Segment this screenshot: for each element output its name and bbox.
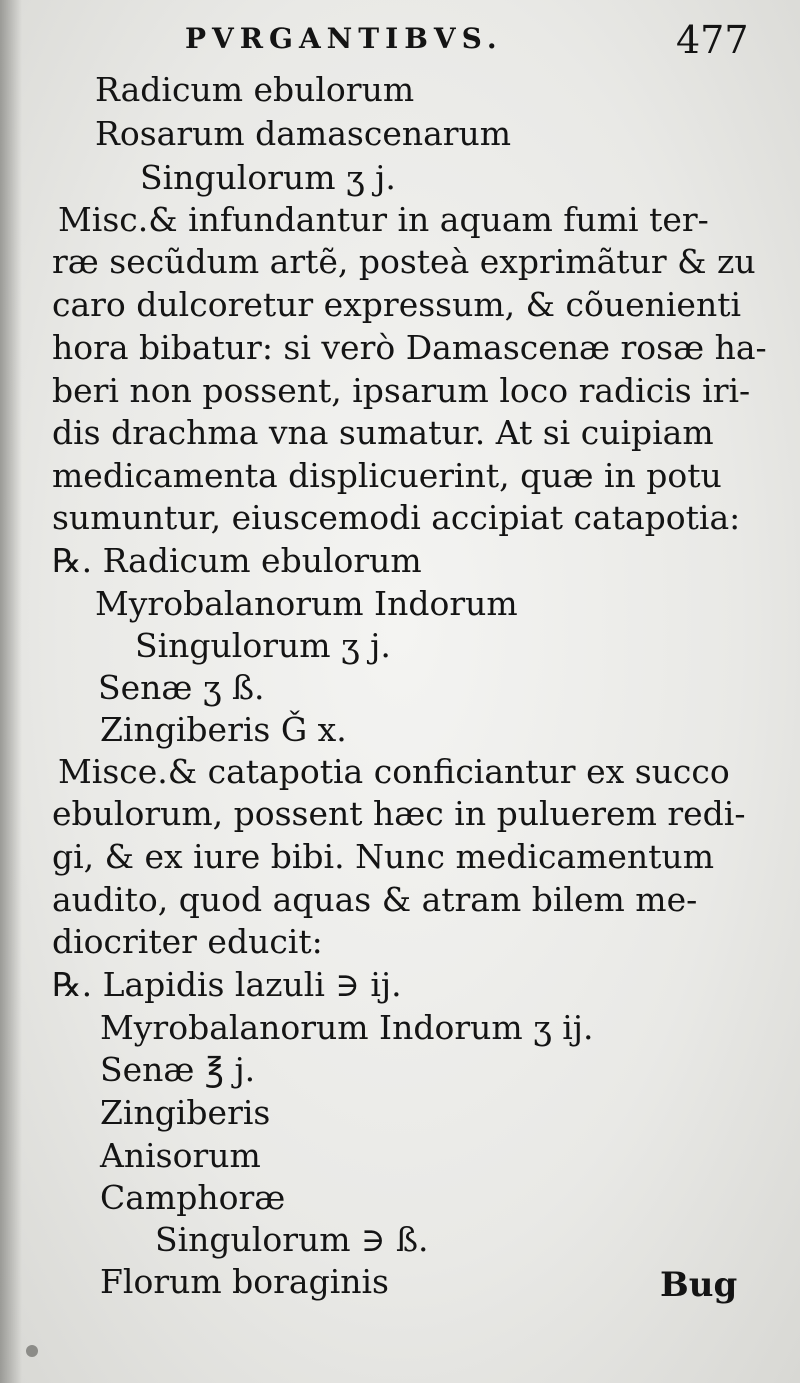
- text-line: diocriter educit:: [52, 922, 323, 961]
- text-line: Senæ ʒ ß.: [98, 668, 265, 707]
- text-line: Misc.& infundantur in aquam fumi ter-: [58, 200, 709, 239]
- text-line: sumuntur, eiuscemodi accipiat catapotia:: [52, 498, 741, 537]
- text-line: audito, quod aquas & atram bilem me-: [52, 880, 698, 919]
- text-line: ræ secũdum artẽ, posteà exprimãtur & zu: [52, 242, 756, 281]
- running-head: PVRGANTIBVS.: [185, 22, 503, 55]
- text-line: dis drachma vna sumatur. At si cuipiam: [52, 413, 714, 452]
- text-line: ℞. Lapidis lazuli ∋ ij.: [52, 965, 402, 1004]
- text-line: ℞. Radicum ebulorum: [52, 541, 422, 580]
- text-line: Florum boraginis: [100, 1262, 389, 1301]
- page-number: 477: [676, 18, 749, 62]
- text-line: caro dulcoretur expressum, & cõuenienti: [52, 285, 742, 324]
- text-line: Radicum ebulorum: [95, 70, 415, 109]
- text-line: medicamenta displicuerint, quæ in potu: [52, 456, 722, 495]
- text-line: Anisorum: [100, 1136, 261, 1175]
- text-line: hora bibatur: si verò Damascenæ rosæ ha-: [52, 328, 767, 367]
- text-line: Singulorum ʒ j.: [140, 158, 396, 197]
- text-line: Myrobalanorum Indorum ʒ ij.: [100, 1008, 594, 1047]
- text-line: beri non possent, ipsarum loco radicis iri-: [52, 371, 751, 410]
- paper-spot: [26, 1345, 38, 1357]
- text-line: Misce.& catapotia conficiantur ex succo: [58, 752, 730, 791]
- text-line: Zingiberis Ǧ x.: [100, 710, 347, 749]
- text-line: Camphoræ: [100, 1178, 286, 1217]
- text-line: Rosarum damascenarum: [95, 114, 512, 153]
- text-line: Singulorum ∋ ß.: [155, 1220, 429, 1259]
- text-line: Senæ ℥ j.: [100, 1050, 256, 1089]
- text-line: Singulorum ʒ j.: [135, 626, 391, 665]
- text-line: gi, & ex iure bibi. Nunc medicamentum: [52, 837, 714, 876]
- text-line: Zingiberis: [100, 1093, 271, 1132]
- text-line: ebulorum, possent hæc in puluerem redi-: [52, 794, 746, 833]
- text-line: Myrobalanorum Indorum: [95, 584, 518, 623]
- catchword: Bug: [660, 1265, 738, 1305]
